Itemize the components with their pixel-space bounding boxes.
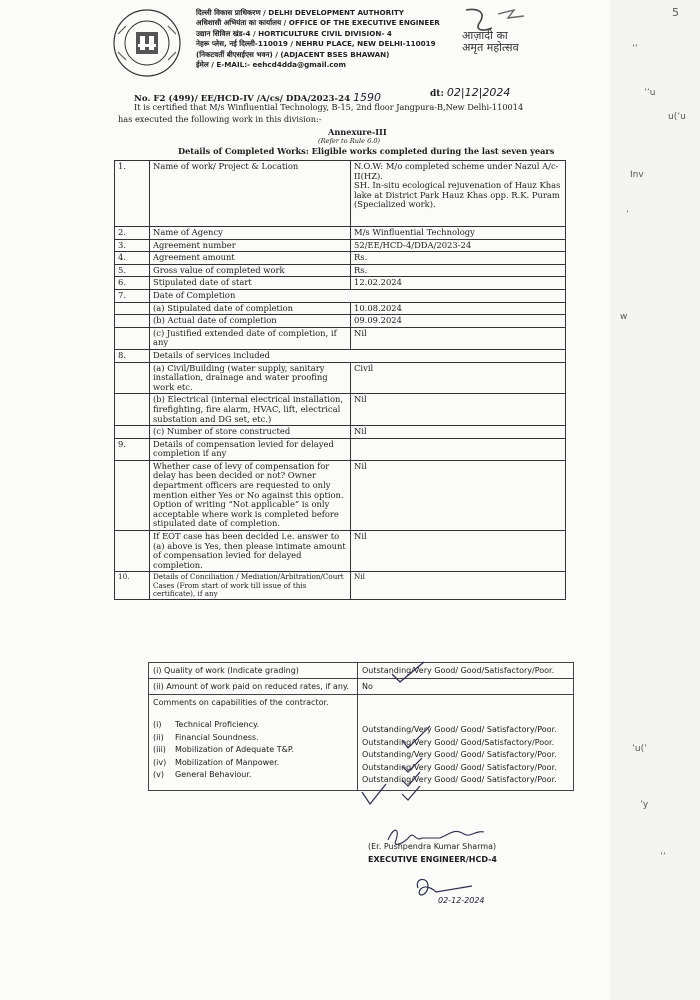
margin-mark: ’u(’ (632, 744, 647, 754)
list-item (153, 757, 353, 770)
reference-date (430, 86, 510, 99)
table-row (115, 315, 566, 328)
table-row (115, 264, 566, 277)
list-item (153, 744, 353, 757)
header-line: (निकटवर्ती बीएसईएस भवन) / (ADJACENT BSES BHAWAN) (196, 49, 390, 59)
signature-icon (380, 818, 500, 858)
table-row (115, 227, 566, 240)
header-line: उद्यान सिविल खंड-4 / HORTICULTURE CIVIL DIVISION- 4 (196, 28, 392, 38)
row-number-blank (115, 460, 150, 530)
row-label: Agreement number (150, 239, 351, 252)
table-row (115, 438, 566, 460)
header-line: नेहरू प्लेस, नई दिल्ली-110019 / NEHRU PLACE, NEW DELHI-110019 (196, 39, 436, 49)
signatory-title: EXECUTIVE ENGINEER/HCD-4 (368, 855, 497, 864)
row-value: 09.09.2024 (351, 315, 566, 328)
date-label: dt: (430, 89, 444, 99)
row-value: 12.02.2024 (351, 277, 566, 290)
table-row (115, 277, 566, 290)
tick-mark-icon (360, 780, 390, 810)
item-label: Mobilization of Manpower. (175, 757, 280, 767)
row-number-blank (115, 426, 150, 439)
amrit-line: आज़ादी का (462, 29, 508, 42)
table-row (115, 289, 566, 302)
row-label: Gross value of completed work (150, 264, 351, 277)
item-number: (i) (153, 720, 162, 729)
amrit-mahotsav-text (462, 30, 519, 54)
row-number-blank (115, 362, 150, 394)
margin-mark: ’’ (632, 44, 638, 54)
table-row (149, 679, 574, 695)
quality-value: Outstanding/Very Good/ Good/Satisfactory/Poor. (358, 663, 574, 679)
table-row (149, 695, 574, 791)
margin-mark: ’y (640, 800, 649, 810)
row-label: Name of work/ Project & Location (150, 161, 351, 227)
table-row (115, 161, 566, 227)
row-label: Name of Agency (150, 227, 351, 240)
table-row (115, 252, 566, 265)
tick-mark-icon (388, 660, 428, 684)
row-label: Details of compensation levied for delayed completion if any (150, 438, 351, 460)
table-row (115, 531, 566, 572)
item-label: Technical Proficiency. (175, 720, 260, 729)
row-value: Rs. (351, 252, 566, 265)
amrit-line: अमृत महोत्सव (462, 41, 519, 54)
row-label: Whether case of levy of compensation for delay has been decided or not? Owner department officers are requested to only mention either Yes or No against this option. Option of writing “Not applicable” is only acceptable where work is completed before stipulated date of completion. (150, 460, 351, 530)
row-label: (b) Electrical (internal electrical installation, firefighting, fire alarm, HVAC, lift, electrical substation and DG set, etc.) (150, 394, 351, 426)
list-item (153, 732, 353, 745)
row-number-blank (115, 531, 150, 572)
row-label: (c) Number of store constructed (150, 426, 351, 439)
row-label: (b) Actual date of completion (150, 315, 351, 328)
table-row (115, 362, 566, 394)
item-label: Mobilization of Adequate T&P. (175, 745, 294, 754)
row-value: 52/EE/HCD-4/DDA/2023-24 (351, 239, 566, 252)
grade-value: Outstanding/Very Good/ Good/Satisfactory/Poor. (362, 737, 555, 747)
item-label: Financial Soundness. (175, 732, 259, 742)
margin-mark: ’’ (660, 852, 666, 862)
margin-mark: w (620, 312, 628, 322)
ref-text: No. F2 (499)/ EE/HCD-IV /A/cs/ DDA/2023-24 (134, 94, 351, 104)
row-number-blank (115, 394, 150, 426)
row-label: Date of Completion (150, 289, 566, 302)
grading-table (148, 662, 574, 791)
header-email: ईमेल / E-MAIL:- eehcd4dda@gmail.com (196, 60, 346, 70)
capabilities-heading: Comments on capabilities of the contractor. (153, 698, 329, 707)
row-label: Details of services included (150, 349, 566, 362)
initials-signature-icon (412, 874, 522, 914)
tick-marks-icon (400, 722, 444, 812)
margin-mark: ’ (626, 210, 629, 220)
handwritten-number: 1590 (353, 91, 382, 104)
row-number: 4. (115, 252, 150, 265)
header-line: दिल्ली विकास प्राधिकरण / DELHI DEVELOPMENT AUTHORITY (196, 8, 404, 17)
margin-mark: 5 (672, 6, 679, 19)
row-value: Nil (351, 426, 566, 439)
table-row (115, 394, 566, 426)
row-label: (a) Stipulated date of completion (150, 302, 351, 315)
table-row (115, 572, 566, 600)
row-number: 1. (115, 161, 150, 227)
list-item (153, 769, 353, 782)
row-value: Civil (351, 362, 566, 394)
table-row (115, 239, 566, 252)
certification-line: It is certified that M/s Winfluential Technology, B-15, 2nd floor Jangpura-B,New Delhi-110014 (134, 102, 524, 112)
quality-label: (i) Quality of work (Indicate grading) (149, 663, 358, 679)
row-number: 6. (115, 277, 150, 290)
table-row (115, 302, 566, 315)
annexure-title: Annexure-III (328, 127, 387, 137)
header-line: अधिशासी अभियंता का कार्यालय / OFFICE OF THE EXECUTIVE ENGINEER (196, 18, 440, 28)
row-number: 3. (115, 239, 150, 252)
grade-value: Outstanding/Very Good/ Good/ Satisfactory/Poor. (362, 762, 557, 772)
row-number-blank (115, 302, 150, 315)
row-number: 8. (115, 349, 150, 362)
row-number: 5. (115, 264, 150, 277)
row-number-blank (115, 315, 150, 328)
handwritten-date: 02|12|2024 (446, 86, 511, 99)
table-row (115, 426, 566, 439)
rule-reference: (Refer to Rule 6.0) (318, 137, 381, 145)
margin-mark: ’’u (644, 88, 656, 98)
row-label: (c) Justified extended date of completion, if any (150, 327, 351, 349)
completed-works-table (114, 160, 566, 600)
row-value: Rs. (351, 264, 566, 277)
row-value: N.O.W: M/o completed scheme under Nazul A/c-II(HZ). SH. In-situ ecological rejuvenation of Hauz Khas lake at District Park Hauz Khas opp. R.K. Puram (Specialized work). (351, 161, 566, 227)
certification-line-2: has executed the following work in this division:- (118, 114, 322, 124)
row-value: 10.08.2024 (351, 302, 566, 315)
margin-mark: u(’u (668, 112, 686, 122)
reduced-rate-label: (ii) Amount of work paid on reduced rates, if any. (149, 679, 358, 695)
row-number-blank (115, 327, 150, 349)
capabilities-values-cell (358, 695, 574, 791)
margin-mark: Inv (630, 170, 644, 180)
row-number: 7. (115, 289, 150, 302)
row-label: Agreement amount (150, 252, 351, 265)
table-row (115, 460, 566, 530)
row-number: 10. (115, 572, 150, 600)
table-row (149, 663, 574, 679)
grade-value: Outstanding/Very Good/ Good/ Satisfactory/Poor. (362, 725, 557, 734)
item-number: (v) (153, 770, 164, 779)
reduced-rate-value: No (358, 679, 574, 695)
row-label: Stipulated date of start (150, 277, 351, 290)
row-label: (a) Civil/Building (water supply, sanitary installation, drainage and water proofing work etc. (150, 362, 351, 394)
grade-value: Outstanding/Very Good/ Good/ Satisfactory/Poor. (362, 750, 557, 759)
right-page-edge (610, 0, 700, 1000)
office-header (196, 8, 440, 70)
signature-date: 02-12-2024 (438, 896, 485, 905)
row-value: Nil (351, 460, 566, 530)
details-heading: Details of Completed Works: Eligible works completed during the last seven years (178, 146, 555, 156)
row-number: 2. (115, 227, 150, 240)
row-label: If EOT case has been decided i.e. answer to (a) above is Yes, then please intimate amount of compensation levied for delayed completion. (150, 531, 351, 572)
row-value: Nil (351, 327, 566, 349)
item-number: (iv) (153, 757, 167, 767)
row-value: Nil (351, 394, 566, 426)
grade-value: Outstanding/Very Good/ Good/ Satisfactory/Poor. (362, 775, 557, 784)
row-value: Nil (351, 572, 566, 600)
row-value: Nil (351, 531, 566, 572)
capabilities-cell (149, 695, 358, 791)
list-item (153, 719, 353, 732)
table-row (115, 349, 566, 362)
item-number: (ii) (153, 732, 164, 742)
dda-logo-icon (112, 8, 182, 78)
row-number: 9. (115, 438, 150, 460)
row-value: M/s Winfluential Technology (351, 227, 566, 240)
row-value-blank (351, 438, 566, 460)
item-label: General Behaviour. (175, 770, 252, 779)
row-label: Details of Conciliation / Mediation/Arbitration/Court Cases (From start of work till issue of this certificate), if any (150, 572, 351, 600)
signatory-name: (Er. Pushpendra Kumar Sharma) (368, 842, 497, 851)
item-number: (iii) (153, 745, 166, 754)
table-row (115, 327, 566, 349)
